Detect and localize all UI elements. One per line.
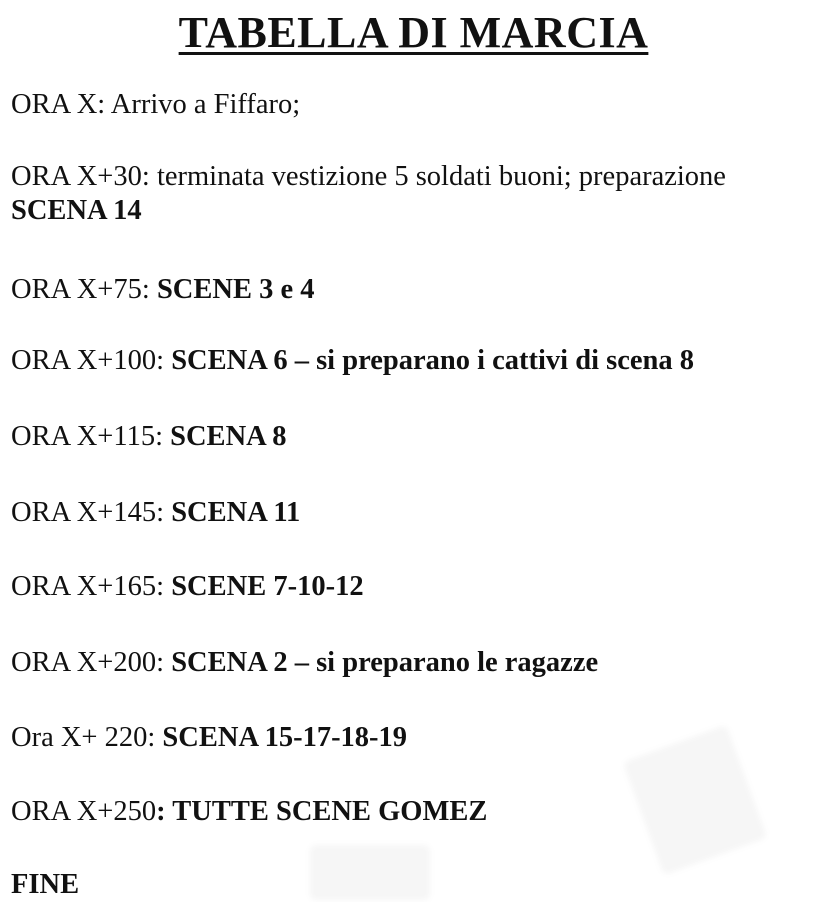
- schedule-entry: ORA X+145: SCENA 11: [11, 497, 301, 528]
- schedule-entry: ORA X+250: TUTTE SCENE GOMEZ: [11, 796, 488, 827]
- schedule-entry: ORA X+115: SCENA 8: [11, 421, 287, 452]
- schedule-entry: ORA X+100: SCENA 6 – si preparano i cattivi di scena 8: [11, 345, 694, 376]
- schedule-entry: ORA X+165: SCENE 7-10-12: [11, 571, 364, 602]
- schedule-entry: ORA X+75: SCENE 3 e 4: [11, 274, 315, 305]
- page-title: TABELLA DI MARCIA: [178, 8, 649, 57]
- schedule-entry: ORA X+200: SCENA 2 – si preparano le ragazze: [11, 647, 599, 678]
- end-label: FINE: [11, 869, 80, 900]
- schedule-entry: Ora X+ 220: SCENA 15-17-18-19: [11, 722, 408, 753]
- schedule-entry: ORA X+30: terminata vestizione 5 soldati buoni; preparazione SCENA 14: [11, 161, 726, 226]
- schedule-entry: ORA X: Arrivo a Fiffaro;: [11, 89, 301, 120]
